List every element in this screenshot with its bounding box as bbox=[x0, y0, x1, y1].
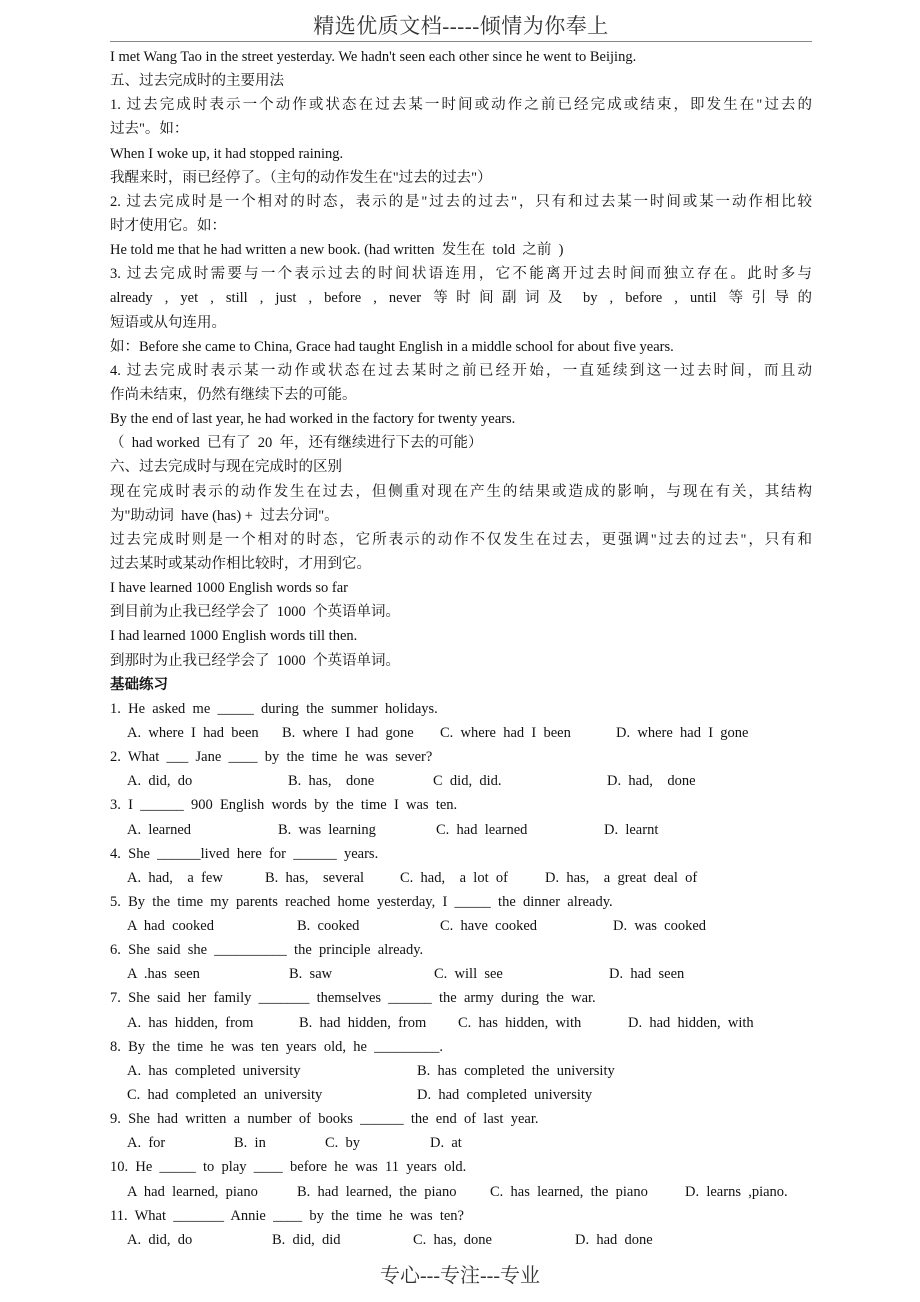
exercise-option: B. has completed the university bbox=[417, 1062, 615, 1079]
exercise-option: C. have cooked bbox=[440, 918, 538, 935]
section-heading: 五、过去完成时的主要用法 bbox=[110, 73, 284, 90]
exercise-option: B. cooked bbox=[297, 918, 360, 935]
exercise-option: A. had, a few bbox=[127, 869, 223, 886]
text-line: 2. 过去完成时是一个相对的时态，表示的是"过去的过去"，只有和过去某一时间或某一动作相比较 bbox=[110, 193, 812, 210]
exercise-option: D. had seen bbox=[609, 966, 685, 983]
exercise-option: C. has learned, the piano bbox=[490, 1183, 648, 1200]
exercise-heading: 基础练习 bbox=[110, 676, 168, 693]
text-line: I met Wang Tao in the street yesterday. We hadn't seen each other since he went to Beijing. bbox=[110, 49, 637, 65]
exercise-options-row bbox=[110, 866, 812, 890]
text-line: 过去完成时则是一个相对的时态，它所表示的动作不仅发生在过去，更强调"过去的过去"，只有和 bbox=[110, 531, 812, 548]
exercise-option: B. did, did bbox=[272, 1231, 341, 1248]
exercise-option: D. has, a great deal of bbox=[545, 869, 698, 886]
exercise-question: 3. I ______ 900 English words by the time I was ten. bbox=[110, 797, 458, 814]
exercise-options-row bbox=[110, 818, 812, 842]
exercise-option: B. had learned, the piano bbox=[297, 1183, 457, 1200]
exercise-option: A. did, do bbox=[127, 773, 193, 790]
exercise-option: C. had completed an university bbox=[127, 1087, 323, 1104]
text-line: 现在完成时表示的动作发生在过去，但侧重对现在产生的结果或造成的影响，与现在有关，其结构 bbox=[110, 483, 812, 500]
text-line: 到那时为止我已经学会了 1000 个英语单词。 bbox=[110, 652, 400, 669]
exercise-question: 1. He asked me _____ during the summer holidays. bbox=[110, 700, 438, 717]
exercise-question: 5. By the time my parents reached home yesterday, I _____ the dinner already. bbox=[110, 893, 613, 910]
text-line: By the end of last year, he had worked in the factory for twenty years. bbox=[110, 411, 516, 428]
exercise-options-row bbox=[110, 1059, 812, 1083]
text-line: （ had worked 已有了 20 年，还有继续进行下去的可能） bbox=[110, 435, 483, 452]
text-line: I have learned 1000 English words so far bbox=[110, 580, 348, 597]
exercise-option: D. where had I gone bbox=[616, 724, 749, 741]
exercise-question: 4. She ______lived here for ______ years. bbox=[110, 845, 379, 862]
exercise-options-row bbox=[110, 914, 812, 938]
exercise-option: C. had, a lot of bbox=[400, 869, 508, 886]
page-header: 精选优质文档-----倾情为你奉上 bbox=[313, 14, 609, 38]
exercise-option: B. where I had gone bbox=[282, 724, 414, 741]
text-line: 作尚未结束，仍然有继续下去的可能。 bbox=[110, 386, 357, 403]
text-line: 为"助动词 have (has) + 过去分词"。 bbox=[110, 507, 339, 524]
exercise-option: A. has completed university bbox=[127, 1062, 301, 1079]
header-rule bbox=[110, 41, 812, 42]
exercise-question: 7. She said her family _______ themselves ______ the army during the war. bbox=[110, 990, 596, 1007]
exercise-list bbox=[110, 697, 812, 1252]
text-line: 1. 过去完成时表示一个动作或状态在过去某一时间或动作之前已经完成或结束，即发生在"过去的 bbox=[110, 97, 812, 114]
exercise-option: D. at bbox=[430, 1135, 462, 1152]
exercise-option: D. learnt bbox=[604, 821, 659, 838]
exercise-option: A. for bbox=[127, 1135, 166, 1152]
exercise-option: A had cooked bbox=[127, 918, 214, 935]
exercise-option: C. had learned bbox=[436, 821, 528, 838]
exercise-question: 11. What _______ Annie ____ by the time he was ten? bbox=[110, 1207, 464, 1224]
text-line: 4. 过去完成时表示某一动作或状态在过去某时之前已经开始，一直延续到这一过去时间，而且动 bbox=[110, 362, 812, 379]
exercise-option: C did, did. bbox=[433, 773, 502, 790]
exercise-question: 8. By the time he was ten years old, he _________. bbox=[110, 1038, 444, 1055]
exercise-question: 9. She had written a number of books ______ the end of last year. bbox=[110, 1111, 539, 1128]
exercise-question: 10. He _____ to play ____ before he was 11 years old. bbox=[110, 1159, 467, 1176]
exercise-option: C. where had I been bbox=[440, 724, 571, 741]
exercise-option: A had learned, piano bbox=[127, 1183, 258, 1200]
exercise-option: B. was learning bbox=[278, 821, 376, 838]
text-line: 如：Before she came to China, Grace had taught English in a middle school for about five years. bbox=[110, 338, 674, 355]
exercise-option: A .has seen bbox=[127, 966, 200, 983]
exercise-options-row bbox=[110, 721, 812, 745]
text-line: 过去"。如： bbox=[110, 121, 189, 138]
page-footer: 专心---专注---专业 bbox=[380, 1265, 540, 1287]
exercise-option: B. in bbox=[234, 1135, 266, 1152]
text-line: He told me that he had written a new book. (had written 发生在 told 之前 ) bbox=[110, 242, 564, 259]
exercise-question: 2. What ___ Jane ____ by the time he was sever? bbox=[110, 749, 433, 766]
text-line: 3. 过去完成时需要与一个表示过去的时间状语连用，它不能离开过去时间而独立存在。此时多与 bbox=[110, 266, 812, 283]
section-heading: 六、过去完成时与现在完成时的区别 bbox=[110, 459, 342, 476]
exercise-option: C. has, done bbox=[413, 1231, 492, 1248]
text-line: 到目前为止我已经学会了 1000 个英语单词。 bbox=[110, 604, 400, 621]
exercise-option: A. learned bbox=[127, 821, 192, 838]
exercise-option: C. by bbox=[325, 1135, 361, 1152]
text-line: When I woke up, it had stopped raining. bbox=[110, 145, 344, 162]
exercise-options-row bbox=[110, 769, 812, 793]
text-line: I had learned 1000 English words till then. bbox=[110, 628, 358, 645]
exercise-option: C. has hidden, with bbox=[458, 1014, 582, 1031]
text-line: 过去某时或某动作相比较时，才用到它。 bbox=[110, 555, 371, 572]
text-line: 时才使用它。如： bbox=[110, 217, 226, 234]
exercise-option: B. saw bbox=[289, 966, 333, 983]
exercise-options-row bbox=[110, 1228, 812, 1252]
text-line: already , yet , still , just , before , never 等时间副词及 by , before , until 等引导的 bbox=[110, 290, 812, 307]
exercise-option: D. had done bbox=[575, 1231, 653, 1248]
exercise-question: 6. She said she __________ the principle already. bbox=[110, 942, 424, 959]
exercise-options-row bbox=[110, 1011, 812, 1035]
exercise-option: D. had hidden, with bbox=[628, 1014, 754, 1031]
exercise-option: A. has hidden, from bbox=[127, 1014, 254, 1031]
exercise-options-row bbox=[110, 1083, 812, 1107]
exercise-option: B. had hidden, from bbox=[299, 1014, 427, 1031]
document-body bbox=[110, 45, 812, 1252]
exercise-option: D. had, done bbox=[607, 773, 696, 790]
exercise-options-row bbox=[110, 1131, 812, 1155]
exercise-option: D. was cooked bbox=[613, 918, 707, 935]
exercise-option: D. had completed university bbox=[417, 1087, 593, 1104]
exercise-option: B. has, done bbox=[288, 773, 375, 790]
exercise-option: D. learns ,piano. bbox=[685, 1183, 788, 1200]
exercise-option: A. where I had been bbox=[127, 724, 259, 741]
exercise-option: B. has, several bbox=[265, 869, 365, 886]
exercise-options-row bbox=[110, 1180, 812, 1204]
exercise-option: C. will see bbox=[434, 966, 503, 983]
exercise-options-row bbox=[110, 962, 812, 986]
exercise-option: A. did, do bbox=[127, 1231, 193, 1248]
text-line: 短语或从句连用。 bbox=[110, 314, 226, 331]
text-line: 我醒来时，雨已经停了。（主句的动作发生在"过去的过去"） bbox=[110, 169, 492, 186]
